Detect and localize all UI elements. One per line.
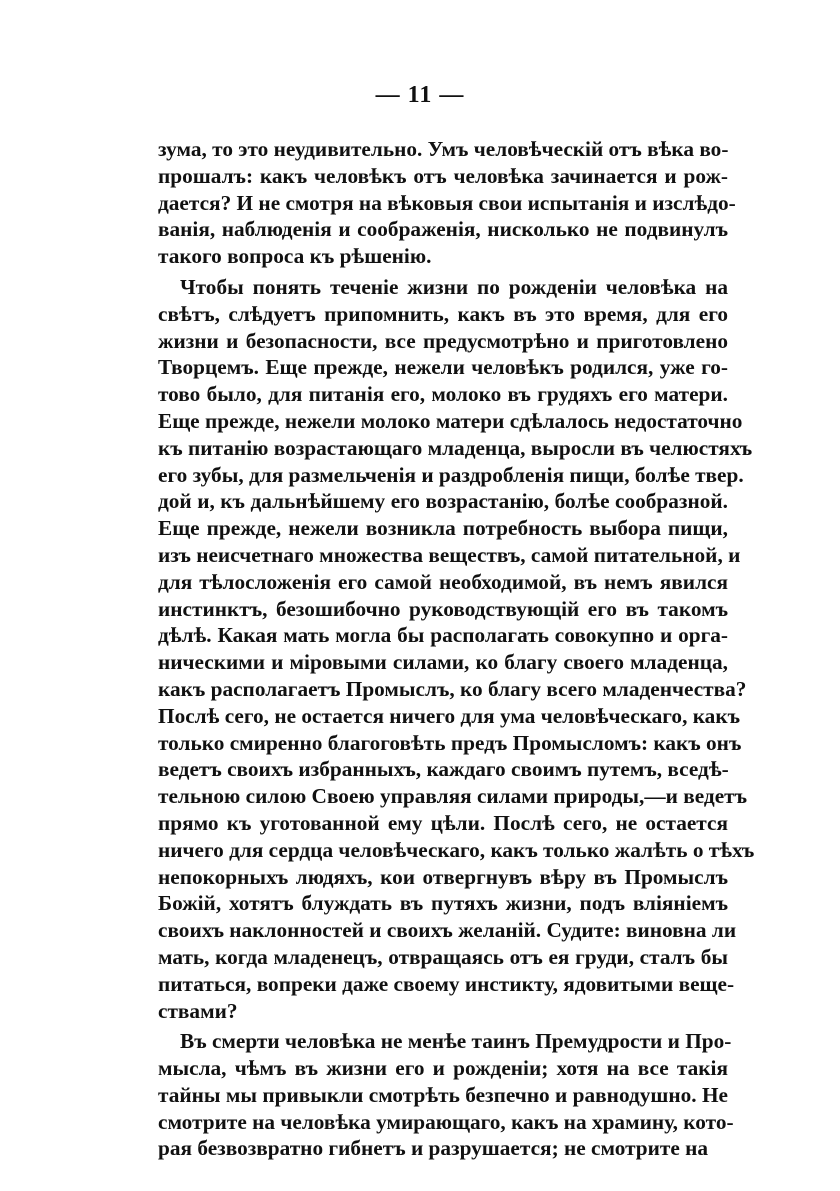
text-line: къ питанію возрастающаго младенца, выросли въ челюстяхъ <box>158 435 753 460</box>
text-line: прошалъ: какъ человѣкъ отъ человѣка зачинается и рож- <box>158 163 728 188</box>
text-line: Еще прежде, нежели молоко матери сдѣлалось недостаточно <box>158 408 743 433</box>
text-line: непокорныхъ людяхъ, кои отвергнувъ вѣру въ Промыслъ <box>158 864 728 889</box>
text-line: ничего для сердца человѣческаго, какъ только жалѣть о тѣхъ <box>158 837 755 862</box>
text-line: Еще прежде, нежели возникла потребность выбора пищи, <box>158 516 728 541</box>
text-line: Божій, хотятъ блуждать въ путяхъ жизни, подъ вліяніемъ <box>158 891 728 916</box>
text-line: дѣлѣ. Какая мать могла бы располагать совокупно и орга- <box>158 623 728 648</box>
body-text <box>158 136 755 1162</box>
text-line: ведетъ своихъ избранныхъ, каждаго своимъ путемъ, вседѣ- <box>158 757 729 782</box>
text-line: прямо къ уготованной ему цѣли. Послѣ сего, не остается <box>158 810 728 835</box>
text-line: ническими и міровыми силами, ко благу своего младенца, <box>158 650 728 675</box>
text-line: жизни и безопасности, все предусмотрѣно и приготовлено <box>158 328 728 353</box>
text-line: ствами? <box>158 998 238 1023</box>
text-line: Послѣ сего, не остается ничего для ума человѣческаго, какъ <box>158 703 741 728</box>
text-line: для тѣлосложенія его самой необходимой, въ немъ явился <box>158 569 728 594</box>
text-line: такого вопроса къ рѣшенію. <box>158 244 432 269</box>
text-line: зума, то это неудивительно. Умъ человѣческій отъ вѣка во- <box>158 137 729 161</box>
text-line: Чтобы понять теченіе жизни по рожденіи человѣка на <box>180 274 728 299</box>
text-line: Въ смерти человѣка не менѣе таинъ Премудрости и Про- <box>180 1029 732 1054</box>
text-line: ванія, наблюденія и соображенія, нисколько не подвинулъ <box>158 217 728 242</box>
text-line: дается? И не смотря на вѣковыя свои испытанія и изслѣдо- <box>158 190 736 215</box>
page-number: — 11 — <box>375 82 465 108</box>
text-line: своихъ наклонностей и своихъ желаній. Судите: виновна ли <box>158 918 737 943</box>
text-line: только смиренно благоговѣть предъ Промысломъ: какъ онъ <box>158 730 742 755</box>
text-line: дой и, къ дальнѣйшему его возрастанію, болѣе сообразной. <box>158 489 728 514</box>
text-line: изъ неисчетнаго множества веществъ, самой питательной, и <box>158 542 741 567</box>
text-line: питаться, вопреки даже своему инстикту, ядовитыми веще- <box>158 971 735 996</box>
paragraph <box>158 136 736 270</box>
text-line: свѣтъ, слѣдуетъ припомнить, какъ въ это время, для его <box>158 301 728 326</box>
text-line: мысла, чѣмъ въ жизни его и рожденіи; хотя на все такія <box>158 1056 728 1081</box>
paragraph <box>158 274 755 1024</box>
text-line: какъ располагаетъ Промыслъ, ко благу всего младенчества? <box>158 676 747 701</box>
text-line: тово было, для питанія его, молоко въ грудяхъ его матери. <box>158 382 728 407</box>
text-line: тайны мы привыкли смотрѣть безпечно и равнодушно. Не <box>158 1082 728 1107</box>
text-line: инстинктъ, безошибочно руководствующій его въ такомъ <box>158 596 728 621</box>
paragraph <box>158 1028 734 1162</box>
text-line: смотрите на человѣка умирающаго, какъ на храмину, кото- <box>158 1109 734 1134</box>
text-line: мать, когда младенецъ, отвращаясь отъ ея груди, сталъ бы <box>158 944 728 969</box>
text-line: рая безвозвратно гибнетъ и разрушается; не смотрите на <box>158 1136 709 1161</box>
text-line: его зубы, для размельченія и раздробленія пищи, болѣе твер. <box>158 462 744 487</box>
text-line: тельною силою Своею управляя силами природы,—и ведетъ <box>158 784 748 809</box>
text-line: Творцемъ. Еще прежде, нежели человѣкъ родился, уже го- <box>158 355 728 380</box>
